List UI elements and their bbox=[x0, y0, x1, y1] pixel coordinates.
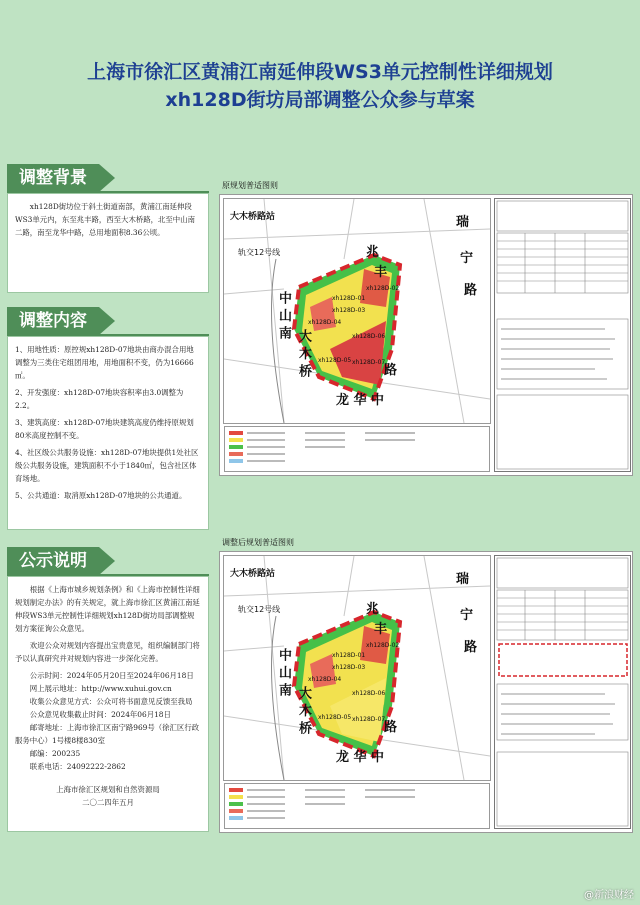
notice-text-box bbox=[7, 576, 209, 832]
road-label: 龙 华 中 bbox=[336, 750, 385, 765]
content-item-1: 1、用地性质：原控规xh128D-07地块由商办混合用地调整为三类住宅组团用地，用地面积不变，仍为16666㎡。 bbox=[15, 345, 194, 380]
road-label: 中 山 南 bbox=[276, 648, 291, 697]
notice-deadline: 公众意见收集截止时间：2024年06月18日 bbox=[29, 710, 171, 719]
plan-map-adjusted bbox=[223, 555, 491, 781]
road-label: 路 bbox=[384, 363, 398, 378]
road-label: 大 木 桥 bbox=[296, 686, 311, 735]
legend-swatches bbox=[225, 784, 489, 828]
content-text-box bbox=[7, 336, 209, 530]
legend-swatches bbox=[225, 427, 489, 471]
road-label: 丰 bbox=[374, 265, 388, 280]
station-label: 大木桥路站 bbox=[230, 569, 276, 579]
content-item-3: 3、建筑高度：xh128D-07地块建筑高度仍维持原规划80米高度控制不变。 bbox=[15, 418, 194, 440]
section-heading-background: 调整背景 bbox=[7, 164, 99, 192]
parcel-label: xh128D-05 bbox=[318, 357, 352, 364]
plan-panel-adjusted bbox=[219, 551, 633, 833]
notice-phone: 联系电话：24092222-2862 bbox=[29, 762, 126, 771]
metro-line-label: 轨交12号线 bbox=[238, 605, 281, 614]
background-text-box bbox=[7, 193, 209, 293]
parcel-label: xh128D-03 bbox=[332, 664, 366, 671]
metro-line-label: 轨交12号线 bbox=[238, 248, 281, 257]
road-label: 瑞 bbox=[456, 215, 470, 230]
parcel-label: xh128D-07 bbox=[352, 359, 386, 366]
notice-paragraph-2: 欢迎公众对规划内容提出宝贵意见，组织编制部门将予以认真研究并对规划内容进一步深化完善。 bbox=[15, 641, 200, 663]
plan-table-drawing bbox=[495, 199, 630, 471]
legend-area bbox=[224, 783, 490, 829]
background-paragraph: xh128D街坊位于斜土街道南部，黄浦江南延伸段WS3单元内，东至兆丰路，西至大木桥路，北至中山南二路，南至龙华中路，总用地面积8.36公顷。 bbox=[15, 202, 195, 237]
page-title bbox=[0, 58, 640, 114]
section-heading-notice: 公示说明 bbox=[7, 547, 99, 575]
content-item-4: 4、社区级公共服务设施：xh128D-07地块提供1处社区级公共服务设施，建筑面积不小于1840㎡，包含社区体育场地。 bbox=[15, 448, 199, 483]
parcel-label: xh128D-02 bbox=[366, 285, 400, 292]
road-label: 瑞 bbox=[456, 572, 470, 587]
parcel-label: xh128D-01 bbox=[332, 295, 366, 302]
notice-sign-org: 上海市徐汇区规划和自然资源局 bbox=[56, 785, 160, 794]
title-line-2: xh128D街坊局部调整公众参与草案 bbox=[165, 89, 475, 111]
title-line-1: 上海市徐汇区黄浦江南延伸段WS3单元控制性详细规划 bbox=[87, 61, 553, 83]
plan-table-adjusted bbox=[494, 555, 631, 829]
parcel-label: xh128D-06 bbox=[352, 690, 386, 697]
parcel-label: xh128D-01 bbox=[332, 652, 366, 659]
parcel-label: xh128D-04 bbox=[308, 319, 342, 326]
road-label: 宁 bbox=[460, 251, 474, 266]
plan-map-original bbox=[223, 198, 491, 424]
road-label: 路 bbox=[464, 283, 478, 298]
watermark: @新浪财经 bbox=[584, 890, 634, 901]
parcel-label: xh128D-04 bbox=[308, 676, 342, 683]
notice-website: 网上展示地址：http://www.xuhui.gov.cn bbox=[29, 684, 172, 693]
plan-table-drawing bbox=[495, 556, 630, 828]
content-item-5: 5、公共通道：取消原xh128D-07地块的公共通道。 bbox=[15, 491, 187, 500]
panel-caption-adjusted: 调整后规划普适图则 bbox=[222, 538, 294, 547]
road-label: 龙 华 中 bbox=[336, 393, 385, 408]
road-label: 兆 bbox=[366, 245, 380, 260]
legend-area bbox=[224, 426, 490, 472]
notice-sign-date: 二〇二四年五月 bbox=[82, 798, 134, 807]
notice-time: 公示时间：2024年05月20日至2024年06月18日 bbox=[29, 671, 194, 680]
road-label: 丰 bbox=[374, 622, 388, 637]
station-label: 大木桥路站 bbox=[230, 212, 276, 222]
road-label: 中 山 南 bbox=[276, 291, 291, 340]
parcel-label: xh128D-07 bbox=[352, 716, 386, 723]
notice-postcode: 邮编：200235 bbox=[29, 749, 81, 758]
road-label: 兆 bbox=[366, 602, 380, 617]
road-label: 路 bbox=[384, 720, 398, 735]
notice-address: 邮寄地址：上海市徐汇区南宁路969号（徐汇区行政服务中心）1号楼8楼830室 bbox=[15, 723, 200, 745]
plan-panel-original bbox=[219, 194, 633, 476]
notice-paragraph-1: 根据《上海市城乡规划条例》和《上海市控制性详细规划制定办法》的有关规定，就上海市徐汇区黄浦江南延伸段WS3单元控制性详细规划xh128D街坊局部调整规划方案征询公众意见。 bbox=[15, 585, 200, 633]
road-label: 路 bbox=[464, 640, 478, 655]
road-label: 大 木 桥 bbox=[296, 329, 311, 378]
parcel-label: xh128D-06 bbox=[352, 333, 386, 340]
parcel-label: xh128D-02 bbox=[366, 642, 400, 649]
parcel-label: xh128D-03 bbox=[332, 307, 366, 314]
notice-method: 收集公众意见方式：公众可将书面意见反馈至我局 bbox=[29, 697, 193, 706]
section-heading-content: 调整内容 bbox=[7, 307, 99, 335]
panel-caption-original: 原规划普适图则 bbox=[222, 181, 278, 190]
parcel-label: xh128D-05 bbox=[318, 714, 352, 721]
content-item-2: 2、开发强度：xh128D-07地块容积率由3.0调整为2.2。 bbox=[15, 388, 184, 410]
road-label: 宁 bbox=[460, 608, 474, 623]
plan-table-original bbox=[494, 198, 631, 472]
